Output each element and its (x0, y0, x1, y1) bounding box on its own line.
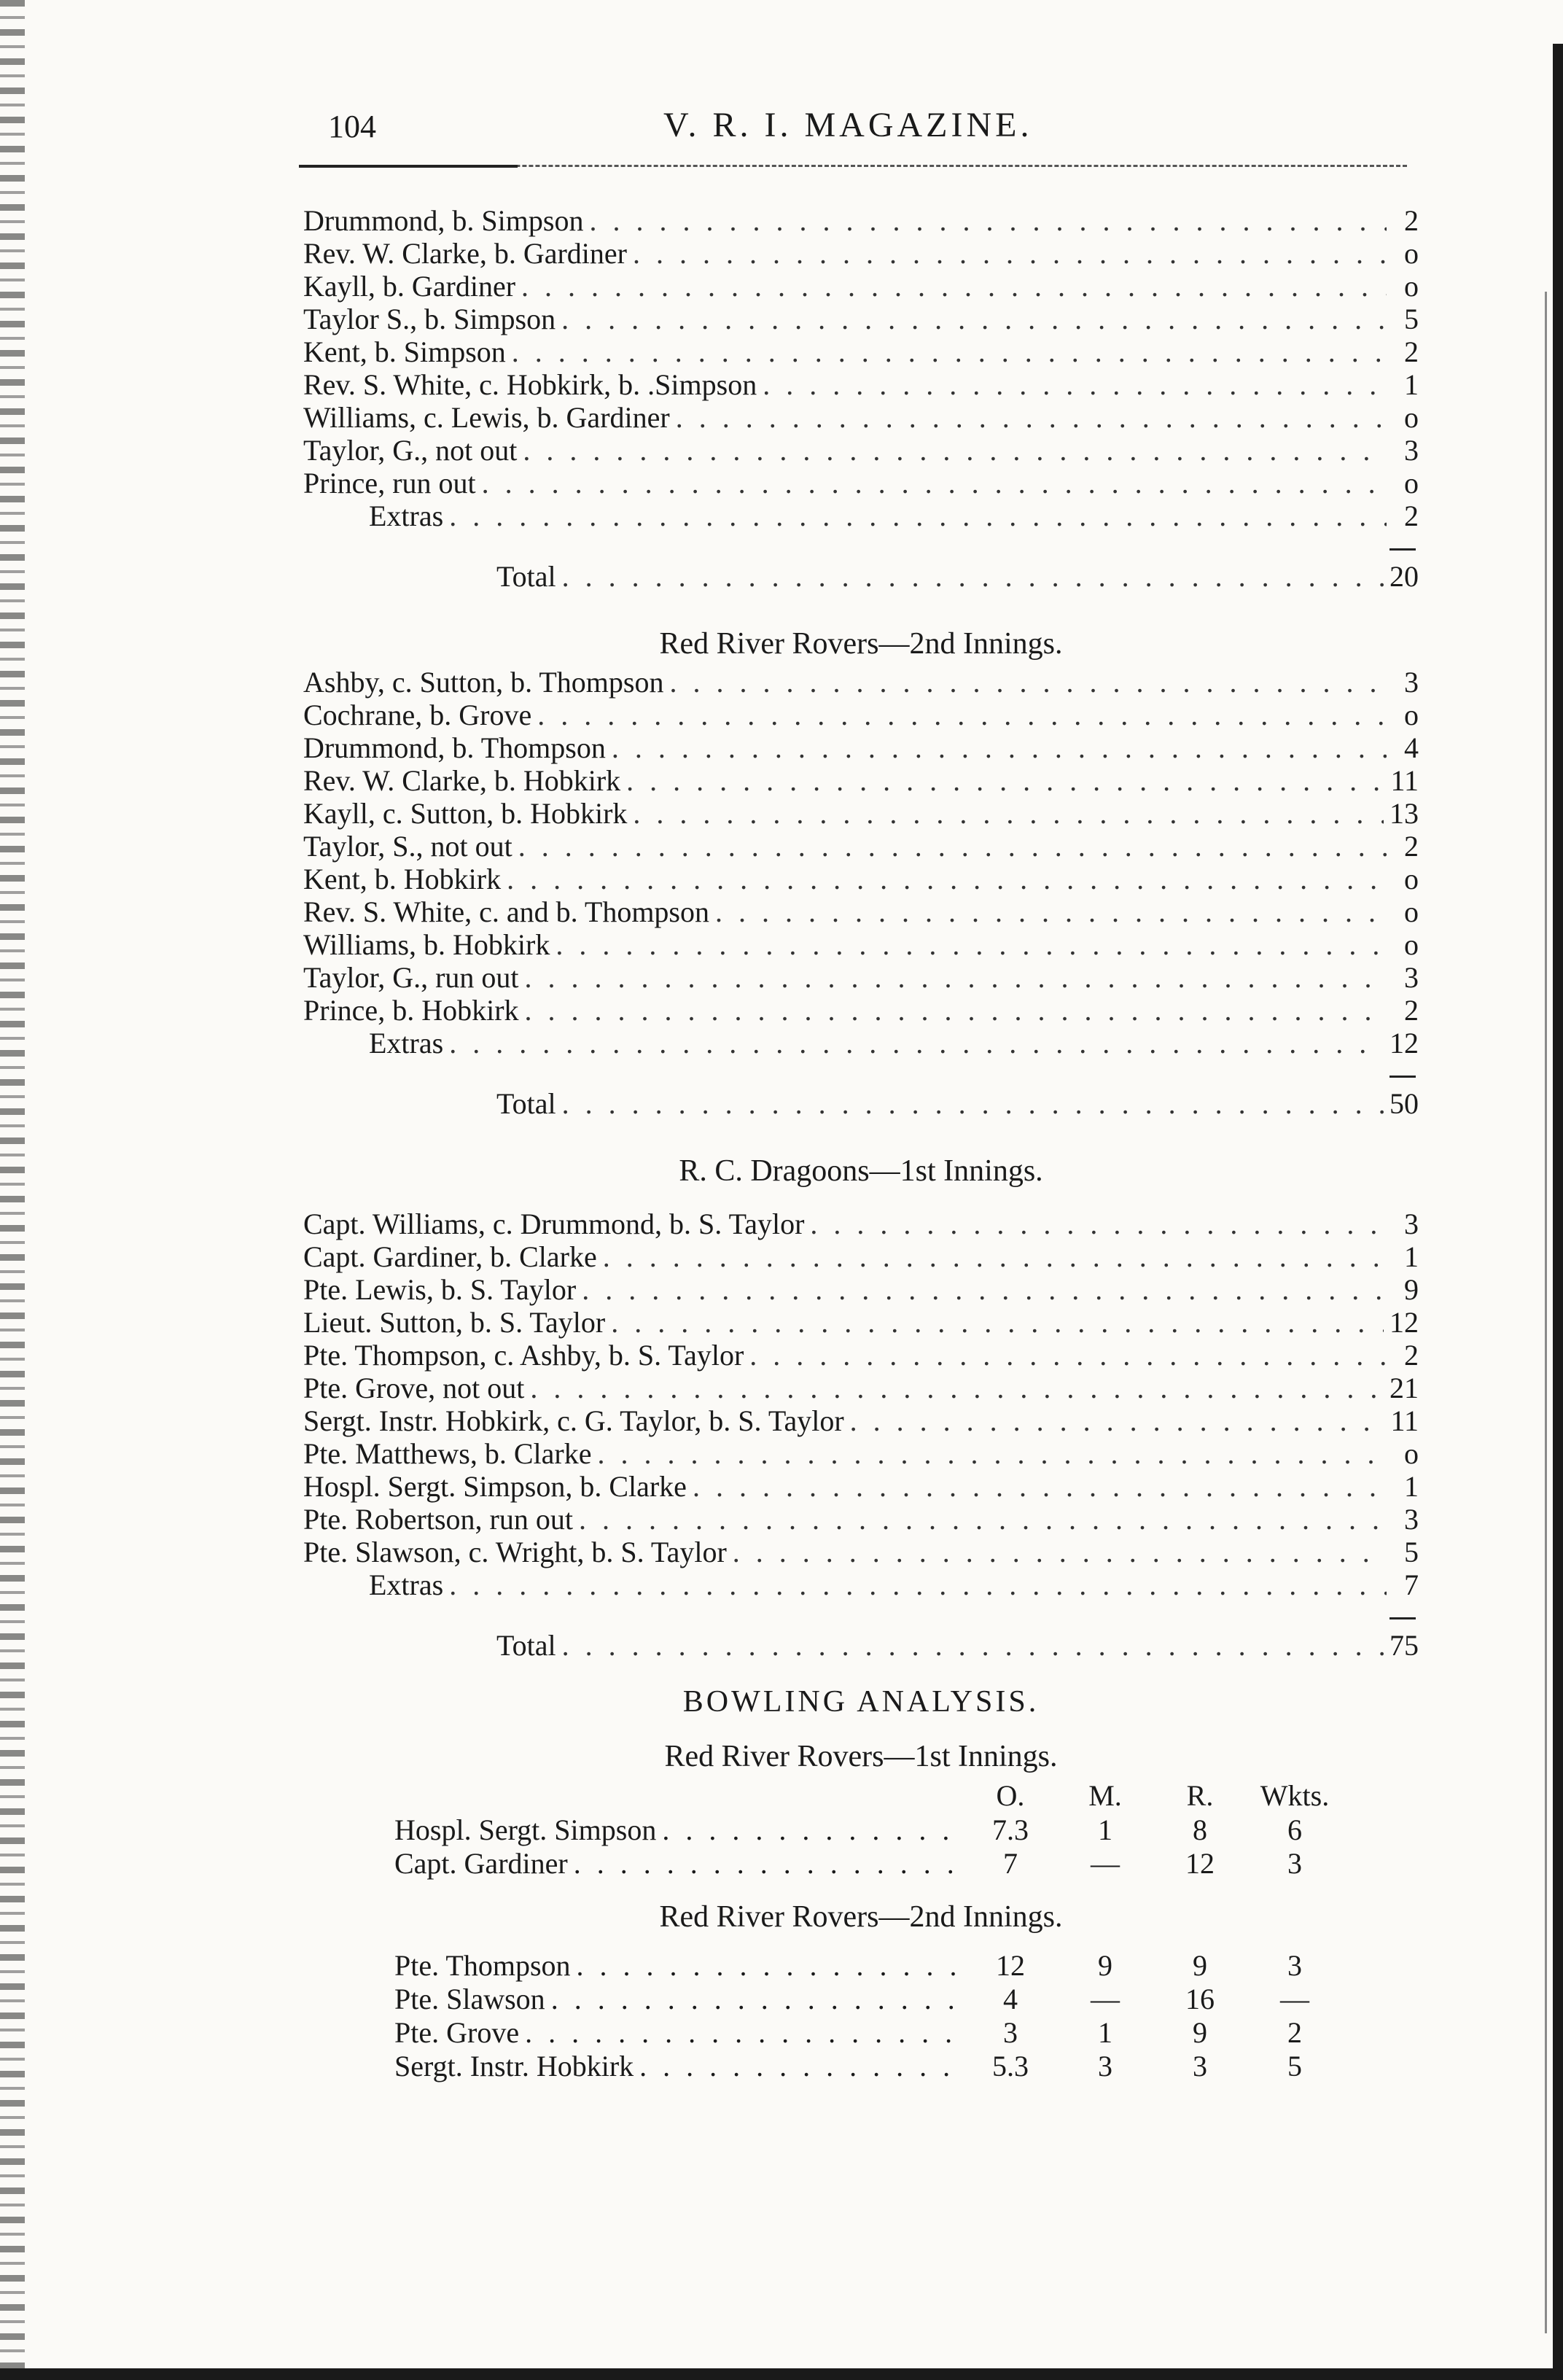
score-row: Cochrane, b. Grove . . . o (303, 699, 1419, 731)
bowling-row: Pte. Slawson . . . 4 — 16 — (394, 1983, 1342, 2016)
score-row: Rev. W. Clarke, b. Gardiner . . . o (303, 237, 1419, 270)
bowling-row: Capt. Gardiner . . . 7 — 12 3 (394, 1847, 1342, 1881)
col-runs: R. (1186, 1779, 1214, 1812)
score-row: Drummond, b. Thompson . . . 4 (303, 731, 1419, 764)
score-row: Taylor, G., run out . . . 3 (303, 961, 1419, 994)
score-row: Rev. S. White, c. Hobkirk, b. .Simpson . . . 1 (303, 368, 1419, 401)
total-row: Total . . . 20 (303, 560, 1419, 593)
section1-list (303, 204, 1419, 593)
score-row: Pte. Matthews, b. Clarke . . . o (303, 1437, 1419, 1470)
total-row: Total . . . 75 (303, 1629, 1419, 1662)
score-row: Pte. Slawson, c. Wright, b. S. Taylor . . . 5 (303, 1536, 1419, 1568)
section2-list (303, 666, 1419, 1120)
scan-left-edge (0, 0, 25, 2380)
score-row: Rev. S. White, c. and b. Thompson . . . o (303, 895, 1419, 928)
score-row: Pte. Lewis, b. S. Taylor . . . 9 (303, 1273, 1419, 1306)
bowling-row: Hospl. Sergt. Simpson . . . 7.3 1 8 6 (394, 1813, 1342, 1847)
header-rule-solid (299, 165, 518, 168)
section3-title: R. C. Dragoons—1st Innings. (679, 1154, 1043, 1188)
section2-title: Red River Rovers—2nd Innings. (659, 627, 1063, 661)
score-row: Prince, run out . . . o (303, 467, 1419, 499)
bowling-title: BOWLING ANALYSIS. (682, 1685, 1040, 1719)
score-row: Sergt. Instr. Hobkirk, c. G. Taylor, b. S. Taylor . . . 11 (303, 1404, 1419, 1437)
score-row: Capt. Gardiner, b. Clarke . . . 1 (303, 1240, 1419, 1273)
score-row: Williams, b. Hobkirk . . . o (303, 928, 1419, 961)
page-number: 104 (328, 109, 376, 144)
page-header (328, 102, 1188, 160)
score-row: Taylor S., b. Simpson . . . 5 (303, 303, 1419, 335)
score-row: Pte. Robertson, run out . . . 3 (303, 1503, 1419, 1536)
section3-list (303, 1208, 1419, 1662)
scan-bottom-edge (0, 2368, 1563, 2380)
score-row: Williams, c. Lewis, b. Gardiner . . . o (303, 401, 1419, 434)
bowling-innings2-title: Red River Rovers—2nd Innings. (659, 1900, 1063, 1934)
score-row: Kent, b. Hobkirk . . . o (303, 863, 1419, 895)
score-row: Rev. W. Clarke, b. Hobkirk . . . 11 (303, 764, 1419, 797)
total-row: Total . . . 50 (303, 1087, 1419, 1120)
page-title: V. R. I. MAGAZINE. (663, 106, 1033, 144)
score-row: Lieut. Sutton, b. S. Taylor . . . 12 (303, 1306, 1419, 1339)
score-row: Kayll, c. Sutton, b. Hobkirk . . . 13 (303, 797, 1419, 830)
total-rule (303, 1059, 1419, 1087)
extras-row: Extras . . . 12 (303, 1027, 1419, 1059)
scan-right-edge (1553, 44, 1563, 2380)
score-row: Taylor, G., not out . . . 3 (303, 434, 1419, 467)
bowling-header (394, 1778, 1342, 1813)
extras-row: Extras . . . 2 (303, 499, 1419, 532)
col-wickets: Wkts. (1260, 1779, 1330, 1812)
scan-right-line (1545, 292, 1547, 2333)
score-row: Kent, b. Simpson . . . 2 (303, 335, 1419, 368)
col-maidens: M. (1088, 1779, 1122, 1812)
col-overs: O. (996, 1779, 1025, 1812)
extras-row: Extras . . . 7 (303, 1568, 1419, 1601)
bowling-row: Pte. Thompson . . . 12 9 9 3 (394, 1949, 1342, 1983)
score-row: Kayll, b. Gardiner . . . o (303, 270, 1419, 303)
score-row: Capt. Williams, c. Drummond, b. S. Taylor . . . 3 (303, 1208, 1419, 1240)
bowling-row: Sergt. Instr. Hobkirk . . . 5.3 3 3 5 (394, 2050, 1342, 2083)
scorecard (303, 204, 1419, 2083)
bowling-innings1-title: Red River Rovers—1st Innings. (664, 1740, 1058, 1773)
bowling-table-1 (394, 1778, 1342, 1881)
bowling-row: Pte. Grove . . . 3 1 9 2 (394, 2016, 1342, 2050)
score-row: Hospl. Sergt. Simpson, b. Clarke . . . 1 (303, 1470, 1419, 1503)
score-row: Drummond, b. Simpson . . . 2 (303, 204, 1419, 237)
score-row: Taylor, S., not out . . . 2 (303, 830, 1419, 863)
total-rule (303, 532, 1419, 560)
score-row: Pte. Thompson, c. Ashby, b. S. Taylor . . . 2 (303, 1339, 1419, 1372)
score-row: Pte. Grove, not out . . . 21 (303, 1372, 1419, 1404)
total-rule (303, 1601, 1419, 1629)
score-row: Ashby, c. Sutton, b. Thompson . . . 3 (303, 666, 1419, 699)
bowling-table-2 (394, 1949, 1342, 2083)
score-row: Prince, b. Hobkirk . . . 2 (303, 994, 1419, 1027)
